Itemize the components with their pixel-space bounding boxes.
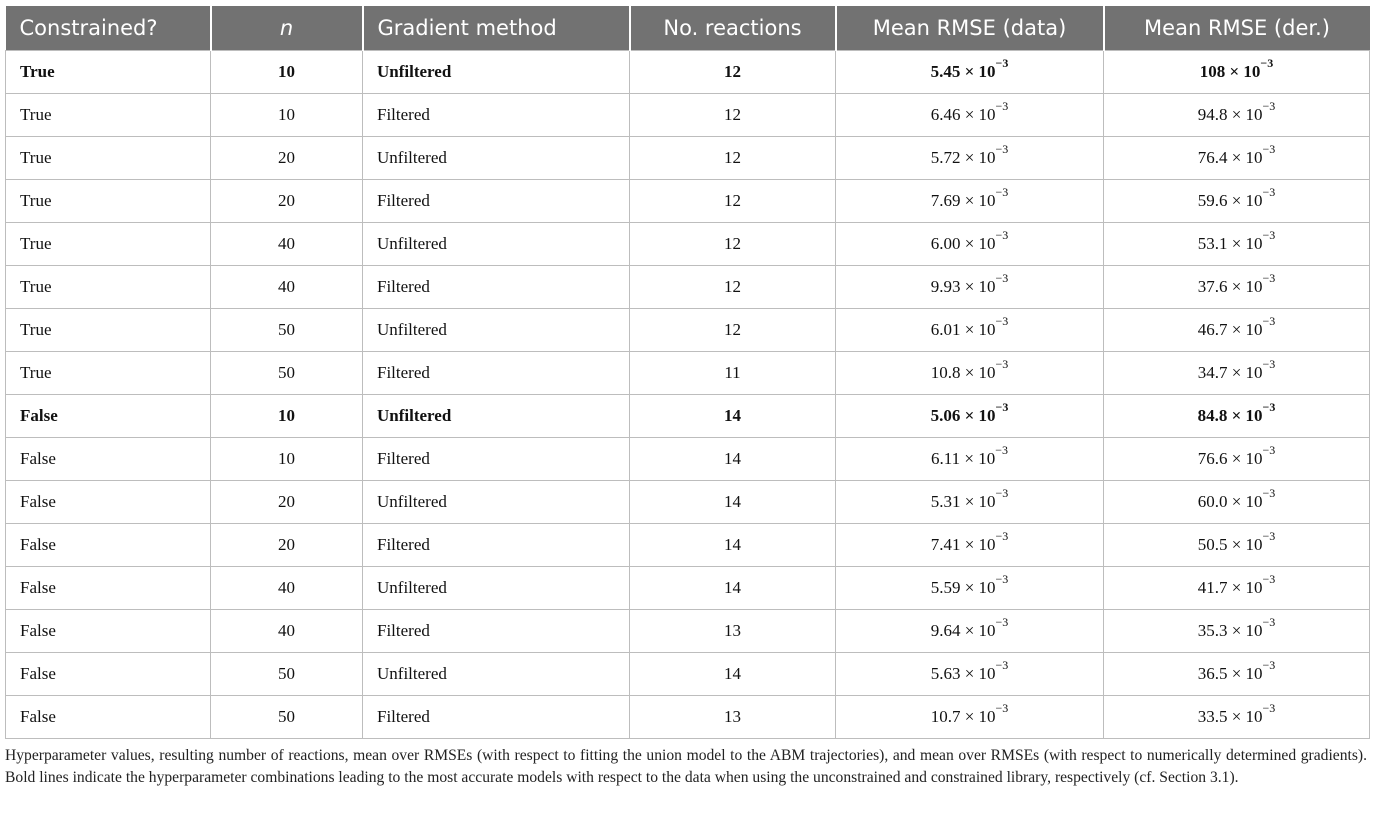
cell-n: 20: [211, 481, 363, 524]
cell-rmse-der: $60.0 \times 10^{-3}$: [1104, 481, 1370, 524]
table-row: [6, 51, 1370, 94]
cell-gradient-method: Unfiltered: [363, 653, 630, 696]
column-header: n: [211, 6, 363, 51]
cell-reactions: 14: [630, 438, 836, 481]
cell-constrained: True: [6, 51, 211, 94]
column-header: No. reactions: [630, 6, 836, 51]
cell-constrained: False: [6, 653, 211, 696]
cell-rmse-data: $9.64 \times 10^{-3}$: [836, 610, 1104, 653]
cell-reactions: 12: [630, 94, 836, 137]
table-row: [6, 223, 1370, 266]
cell-reactions: 13: [630, 610, 836, 653]
cell-constrained: True: [6, 352, 211, 395]
cell-n: 50: [211, 696, 363, 739]
cell-reactions: 14: [630, 567, 836, 610]
cell-reactions: 14: [630, 395, 836, 438]
cell-gradient-method: Unfiltered: [363, 223, 630, 266]
cell-rmse-data: $5.59 \times 10^{-3}$: [836, 567, 1104, 610]
table-row: [6, 180, 1370, 223]
cell-rmse-data: $6.11 \times 10^{-3}$: [836, 438, 1104, 481]
table-row: [6, 653, 1370, 696]
table-row: [6, 309, 1370, 352]
table-row: [6, 352, 1370, 395]
cell-n: 20: [211, 180, 363, 223]
cell-constrained: True: [6, 223, 211, 266]
table-row: [6, 438, 1370, 481]
cell-rmse-der: $76.6 \times 10^{-3}$: [1104, 438, 1370, 481]
cell-gradient-method: Filtered: [363, 524, 630, 567]
cell-n: 50: [211, 309, 363, 352]
cell-constrained: True: [6, 180, 211, 223]
cell-n: 10: [211, 51, 363, 94]
cell-reactions: 14: [630, 481, 836, 524]
cell-rmse-data: $7.69 \times 10^{-3}$: [836, 180, 1104, 223]
cell-rmse-der: $94.8 \times 10^{-3}$: [1104, 94, 1370, 137]
cell-rmse-data: $6.01 \times 10^{-3}$: [836, 309, 1104, 352]
cell-rmse-der: $46.7 \times 10^{-3}$: [1104, 309, 1370, 352]
cell-reactions: 12: [630, 180, 836, 223]
cell-reactions: 14: [630, 524, 836, 567]
cell-rmse-der: $41.7 \times 10^{-3}$: [1104, 567, 1370, 610]
cell-rmse-der: $84.8 \times 10^{-3}$: [1104, 395, 1370, 438]
cell-reactions: 12: [630, 266, 836, 309]
cell-rmse-data: $5.63 \times 10^{-3}$: [836, 653, 1104, 696]
cell-gradient-method: Filtered: [363, 180, 630, 223]
cell-gradient-method: Unfiltered: [363, 309, 630, 352]
column-header: Mean RMSE (der.): [1104, 6, 1370, 51]
cell-gradient-method: Unfiltered: [363, 481, 630, 524]
cell-reactions: 11: [630, 352, 836, 395]
cell-gradient-method: Unfiltered: [363, 567, 630, 610]
cell-reactions: 13: [630, 696, 836, 739]
cell-rmse-data: $7.41 \times 10^{-3}$: [836, 524, 1104, 567]
cell-rmse-der: $50.5 \times 10^{-3}$: [1104, 524, 1370, 567]
cell-constrained: True: [6, 309, 211, 352]
cell-gradient-method: Unfiltered: [363, 51, 630, 94]
cell-gradient-method: Filtered: [363, 610, 630, 653]
column-header: Gradient method: [363, 6, 630, 51]
cell-reactions: 12: [630, 137, 836, 180]
table-row: [6, 266, 1370, 309]
cell-gradient-method: Unfiltered: [363, 395, 630, 438]
cell-rmse-data: $6.00 \times 10^{-3}$: [836, 223, 1104, 266]
cell-constrained: False: [6, 524, 211, 567]
cell-constrained: False: [6, 610, 211, 653]
cell-rmse-der: $36.5 \times 10^{-3}$: [1104, 653, 1370, 696]
cell-rmse-der: $33.5 \times 10^{-3}$: [1104, 696, 1370, 739]
cell-n: 40: [211, 223, 363, 266]
cell-n: 40: [211, 266, 363, 309]
cell-rmse-der: $108 \times 10^{-3}$: [1104, 51, 1370, 94]
cell-rmse-der: $59.6 \times 10^{-3}$: [1104, 180, 1370, 223]
table-row: [6, 94, 1370, 137]
cell-gradient-method: Filtered: [363, 266, 630, 309]
cell-rmse-data: $5.72 \times 10^{-3}$: [836, 137, 1104, 180]
cell-n: 40: [211, 610, 363, 653]
cell-rmse-der: $76.4 \times 10^{-3}$: [1104, 137, 1370, 180]
cell-reactions: 12: [630, 223, 836, 266]
cell-rmse-der: $37.6 \times 10^{-3}$: [1104, 266, 1370, 309]
cell-n: 20: [211, 524, 363, 567]
table-body: [6, 51, 1370, 739]
cell-gradient-method: Unfiltered: [363, 137, 630, 180]
table-row: [6, 395, 1370, 438]
cell-n: 40: [211, 567, 363, 610]
cell-rmse-data: $5.45 \times 10^{-3}$: [836, 51, 1104, 94]
table-row: [6, 567, 1370, 610]
cell-n: 50: [211, 653, 363, 696]
column-header: Mean RMSE (data): [836, 6, 1104, 51]
cell-rmse-data: $10.7 \times 10^{-3}$: [836, 696, 1104, 739]
cell-n: 50: [211, 352, 363, 395]
table-row: [6, 610, 1370, 653]
results-table: [5, 6, 1370, 739]
cell-n: 10: [211, 94, 363, 137]
cell-gradient-method: Filtered: [363, 94, 630, 137]
cell-rmse-data: $5.31 \times 10^{-3}$: [836, 481, 1104, 524]
cell-rmse-data: $5.06 \times 10^{-3}$: [836, 395, 1104, 438]
cell-rmse-der: $35.3 \times 10^{-3}$: [1104, 610, 1370, 653]
cell-constrained: True: [6, 94, 211, 137]
table-header-row: [6, 6, 1370, 51]
cell-gradient-method: Filtered: [363, 438, 630, 481]
cell-constrained: True: [6, 266, 211, 309]
cell-n: 10: [211, 395, 363, 438]
cell-gradient-method: Filtered: [363, 696, 630, 739]
cell-rmse-data: $10.8 \times 10^{-3}$: [836, 352, 1104, 395]
cell-constrained: False: [6, 395, 211, 438]
cell-reactions: 14: [630, 653, 836, 696]
table-figure: [5, 6, 1369, 805]
cell-rmse-der: $34.7 \times 10^{-3}$: [1104, 352, 1370, 395]
table-row: [6, 137, 1370, 180]
cell-constrained: True: [6, 137, 211, 180]
cell-n: 20: [211, 137, 363, 180]
cell-rmse-data: $6.46 \times 10^{-3}$: [836, 94, 1104, 137]
table-row: [6, 696, 1370, 739]
table-caption: Hyperparameter values, resulting number of reactions, mean over RMSEs (with respect to fitting the union model to the ABM trajectories), and mean over RMSEs (with respect to numerically determined gradients). Bold lines indicate the hyperparameter combinations leading to the most accurate models with respect to the data when using the unconstrained and constrained library, respectively (cf. Section 3.1).: [5, 747, 1367, 786]
cell-constrained: False: [6, 696, 211, 739]
cell-constrained: False: [6, 567, 211, 610]
cell-constrained: False: [6, 438, 211, 481]
table-row: [6, 481, 1370, 524]
cell-reactions: 12: [630, 309, 836, 352]
table-row: [6, 524, 1370, 567]
cell-reactions: 12: [630, 51, 836, 94]
cell-rmse-der: $53.1 \times 10^{-3}$: [1104, 223, 1370, 266]
cell-n: 10: [211, 438, 363, 481]
cell-gradient-method: Filtered: [363, 352, 630, 395]
column-header: Constrained?: [6, 6, 211, 51]
cell-rmse-data: $9.93 \times 10^{-3}$: [836, 266, 1104, 309]
cell-constrained: False: [6, 481, 211, 524]
